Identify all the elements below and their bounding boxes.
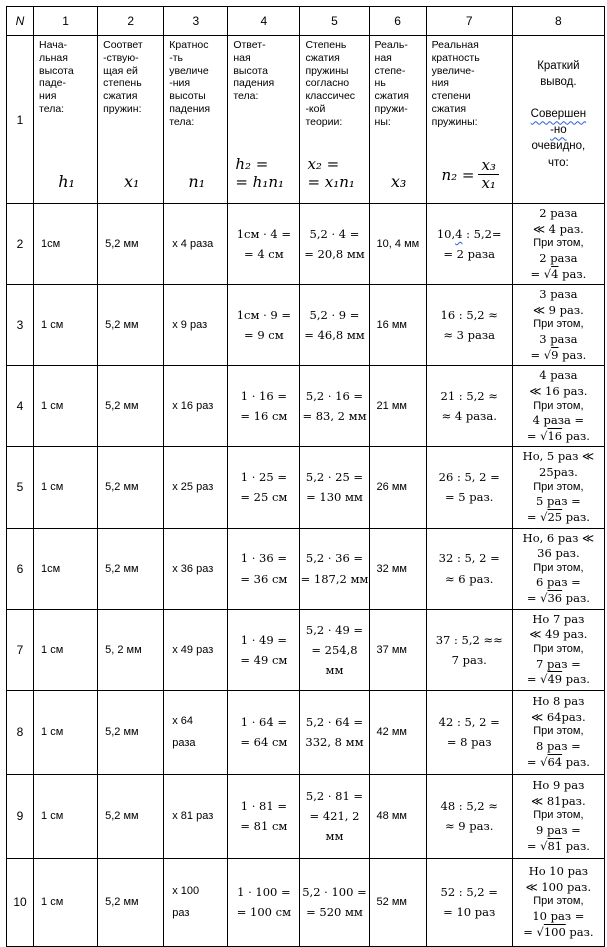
header-cell-7: 7 (426, 7, 512, 36)
cell-6-c8: Но, 6 раз ≪ 36 раз. При этом, 6 раз = = √36 раз. (512, 528, 604, 609)
cell-4-c6: 21 мм (369, 366, 426, 447)
cell-10-c7: 52 : 5,2 = = 10 раз (426, 858, 512, 946)
cell-10-c4: 1 · 100 = = 100 см (228, 858, 300, 946)
cell-8-c8: Но 8 раз ≪ 64раз. При этом, 8 раз = = √64 раз. (512, 690, 604, 774)
header-cell-5: 5 (300, 7, 369, 36)
col6-description: Реаль- ная степе- нь сжатия пружи- ны: (374, 39, 409, 128)
col2-description: Соответ -ствую- щая ей степень сжатия пружин: (103, 39, 143, 115)
cell-7-c7: 37 : 5,2 ≈≈ 7 раз. (426, 609, 512, 690)
radicand: 49 (547, 672, 563, 687)
cell-4-c8: 4 раза ≪ 16 раз. При этом, 4 раза = = √16 раз. (512, 366, 604, 447)
cell-1-c7 (426, 36, 512, 204)
formula-x1: x₁ (123, 172, 140, 191)
cell-10-c1: 1 см (34, 858, 98, 946)
cell-6-c4: 1 · 36 = = 36 см (228, 528, 300, 609)
header-cell-3: 3 (164, 7, 228, 36)
cell-2-c3: х 4 раза (164, 204, 228, 285)
cell-7-c3: х 49 раз (164, 609, 228, 690)
radicand: 25 (547, 509, 563, 524)
cell-5-c6: 26 мм (369, 447, 426, 528)
cell-9-c7: 48 : 5,2 ≈ ≈ 9 раз. (426, 774, 512, 858)
cell-4-c4: 1 · 16 = = 16 см (228, 366, 300, 447)
col3-description: Кратнос -ть увеличе -ния высоты падения тела: (169, 39, 211, 128)
cell-9-c4: 1 · 81 = = 81 см (228, 774, 300, 858)
col5-description: Степень сжатия пружины согласно классичес -кой теории: (305, 39, 356, 128)
cell-2-c6: 10, 4 мм (369, 204, 426, 285)
cell-10-c5: 5,2 · 100 = = 520 мм (300, 858, 369, 946)
formula-n2-lhs: n₂ = (441, 165, 475, 184)
cell-8-c5: 5,2 · 64 = 332, 8 мм (300, 690, 369, 774)
cell-1-c2 (98, 36, 164, 204)
spellcheck-underlined-text: Совершен (530, 108, 587, 121)
formula-h1: h₁ (58, 172, 75, 191)
cell-2-c5: 5,2 · 4 = = 20,8 мм (300, 204, 369, 285)
cell-4-c1: 1 см (34, 366, 98, 447)
cell-8-c4: 1 · 64 = = 64 см (228, 690, 300, 774)
table-row (7, 774, 605, 858)
cell-3-c2: 5,2 мм (98, 285, 164, 366)
radicand: 36 (547, 591, 563, 605)
cell-5-c2: 5,2 мм (98, 447, 164, 528)
radicand: 9 (551, 347, 559, 362)
cell-5-c7: 26 : 5, 2 = = 5 раз. (426, 447, 512, 528)
table-row (7, 609, 605, 690)
radicand: 64 (547, 754, 563, 769)
table-row (7, 690, 605, 774)
cell-10-c3: х 100 раз (164, 858, 228, 946)
table-row (7, 447, 605, 528)
cell-9-c8: Но 9 раз ≪ 81раз. При этом, 9 раз = = √81 раз. (512, 774, 604, 858)
header-cell-8: 8 (512, 7, 604, 36)
cell-3-c6: 16 мм (369, 285, 426, 366)
table-row (7, 858, 605, 946)
cell-9-c2: 5,2 мм (98, 774, 164, 858)
cell-3-c7: 16 : 5,2 ≈ ≈ 3 раза (426, 285, 512, 366)
cell-8-c6: 42 мм (369, 690, 426, 774)
spellcheck-underlined-text: -но (550, 124, 567, 137)
cell-7-n: 7 (7, 609, 34, 690)
cell-5-c3: х 25 раз (164, 447, 228, 528)
cell-9-c3: х 81 раз (164, 774, 228, 858)
cell-1-n: 1 (7, 36, 34, 204)
cell-8-c1: 1 см (34, 690, 98, 774)
spellcheck-underlined-text: 4 (455, 226, 463, 241)
table-row (7, 285, 605, 366)
cell-8-c2: 5,2 мм (98, 690, 164, 774)
brief-conclusion-header: Краткий вывод. Совершен -но очевидно, что: (530, 60, 587, 169)
table-row (7, 528, 605, 609)
cell-3-c1: 1 см (34, 285, 98, 366)
cell-9-n: 9 (7, 774, 34, 858)
cell-2-c8: 2 раза ≪ 4 раз. При этом, 2 раза = √4 раз. (512, 204, 604, 285)
cell-5-c8: Но, 5 раз ≪ 25раз. При этом, 5 раз = = √25 раз. (512, 447, 604, 528)
header-row (7, 7, 605, 36)
radicand: 81 (547, 838, 563, 853)
formula-x2: x₂ = = x₁n₁ (307, 154, 355, 192)
cell-10-c6: 52 мм (369, 858, 426, 946)
cell-4-c2: 5,2 мм (98, 366, 164, 447)
cell-6-c5: 5,2 · 36 = = 187,2 мм (300, 528, 369, 609)
radicand: 100 (543, 924, 566, 939)
cell-4-c3: х 16 раз (164, 366, 228, 447)
cell-7-c4: 1 · 49 = = 49 см (228, 609, 300, 690)
fraction (478, 155, 498, 193)
cell-1-c5 (300, 36, 369, 204)
cell-7-c2: 5, 2 мм (98, 609, 164, 690)
cell-2-n: 2 (7, 204, 34, 285)
cell-1-c1 (34, 36, 98, 204)
header-cell-n: N (7, 7, 34, 36)
cell-7-c5: 5,2 · 49 = = 254,8 мм (300, 609, 369, 690)
cell-6-c7: 32 : 5, 2 = ≈ 6 раз. (426, 528, 512, 609)
formula-h2: h₂ = = h₁n₁ (235, 154, 285, 192)
cell-1-c4 (228, 36, 300, 204)
table-row (7, 204, 605, 285)
header-cell-2: 2 (98, 7, 164, 36)
cell-4-n: 4 (7, 366, 34, 447)
radicand: 16 (547, 428, 563, 443)
cell-7-c1: 1 см (34, 609, 98, 690)
cell-6-c6: 32 мм (369, 528, 426, 609)
header-cell-4: 4 (228, 7, 300, 36)
cell-9-c6: 48 мм (369, 774, 426, 858)
cell-10-n: 10 (7, 858, 34, 946)
cell-6-n: 6 (7, 528, 34, 609)
definition-row (7, 36, 605, 204)
col7-description: Реальная кратность увеличе- ния степени сжатия пружины: (431, 39, 480, 128)
cell-7-c8: Но 7 раз ≪ 49 раз. При этом, 7 раз = = √49 раз. (512, 609, 604, 690)
cell-5-c5: 5,2 · 25 = = 130 мм (300, 447, 369, 528)
cell-3-c8: 3 раза ≪ 9 раз. При этом, 3 раза = √9 раз. (512, 285, 604, 366)
formula-x3: x₃ (390, 172, 407, 191)
cell-2-c7: 10,4 : 5,2= = 2 раза (426, 204, 512, 285)
cell-9-c5: 5,2 · 81 = = 421, 2 мм (300, 774, 369, 858)
cell-1-c8 (512, 36, 604, 204)
cell-4-c7: 21 : 5,2 ≈ ≈ 4 раза. (426, 366, 512, 447)
header-cell-1: 1 (34, 7, 98, 36)
formula-n1: n₁ (188, 172, 206, 191)
cell-2-c1: 1см (34, 204, 98, 285)
cell-3-c5: 5,2 · 9 = = 46,8 мм (300, 285, 369, 366)
cell-5-n: 5 (7, 447, 34, 528)
cell-5-c4: 1 · 25 = = 25 см (228, 447, 300, 528)
cell-8-n: 8 (7, 690, 34, 774)
spring-compression-table (6, 6, 605, 947)
fraction-numerator: x₃ (478, 158, 498, 176)
cell-6-c3: х 36 раз (164, 528, 228, 609)
formula-n2-fraction (431, 155, 510, 193)
cell-10-c2: 5,2 мм (98, 858, 164, 946)
cell-1-c6 (369, 36, 426, 204)
cell-1-c3 (164, 36, 228, 204)
cell-2-c4: 1см · 4 = = 4 см (228, 204, 300, 285)
cell-5-c1: 1 см (34, 447, 98, 528)
cell-7-c6: 37 мм (369, 609, 426, 690)
cell-4-c5: 5,2 · 16 = = 83, 2 мм (300, 366, 369, 447)
cell-8-c7: 42 : 5, 2 = = 8 раз (426, 690, 512, 774)
cell-9-c1: 1 см (34, 774, 98, 858)
col1-description: Нача- льная высота паде- ния тела: (39, 39, 74, 115)
cell-6-c1: 1см (34, 528, 98, 609)
cell-10-c8: Но 10 раз ≪ 100 раз. При этом, 10 раз = = √100 раз. (512, 858, 604, 946)
cell-3-c4: 1см · 9 = = 9 см (228, 285, 300, 366)
table-row (7, 366, 605, 447)
col4-description: Ответ- ная высота падения тела: (233, 39, 275, 103)
cell-3-c3: х 9 раз (164, 285, 228, 366)
cell-2-c2: 5,2 мм (98, 204, 164, 285)
fraction-denominator: x₁ (481, 174, 496, 193)
cell-8-c3: х 64 раза (164, 690, 228, 774)
cell-6-c2: 5,2 мм (98, 528, 164, 609)
header-cell-6: 6 (369, 7, 426, 36)
cell-3-n: 3 (7, 285, 34, 366)
radicand: 4 (551, 266, 559, 281)
